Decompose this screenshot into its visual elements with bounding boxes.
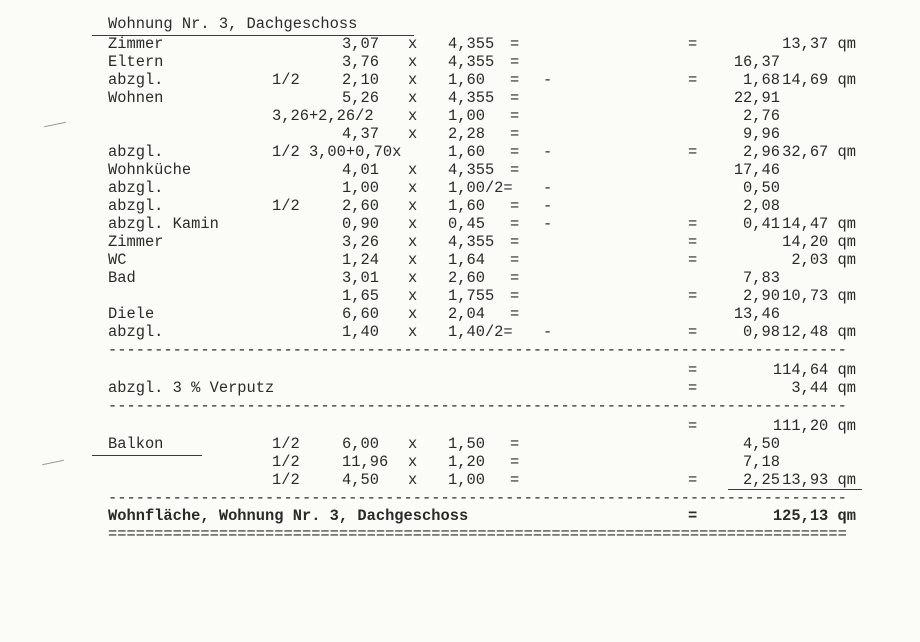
balcony-row-2: 1/2 11,96 x 1,20 = 7,18 (272, 453, 780, 471)
row-wc: WC 1,24 x 1,64 = = 2,03 qm (108, 251, 856, 269)
row-wohnen-2: 3,26+2,26/2 x 1,00 = 2,76 (272, 107, 780, 125)
row-bad-2: 1,65 x 1,755 = 2,90 = 10,73 qm (342, 287, 856, 305)
net-total-row: = 111,20 qm (688, 417, 856, 435)
dashed-separator-1: -------------------------------------------------------------------------------- (108, 342, 847, 359)
document-title-line (0, 16, 920, 33)
dashed-separator-3: -------------------------------------------------------------------------------- (108, 490, 847, 507)
row-abzgl-4: abzgl. 1/2 2,60 x 1,60 = - 2,08 (108, 197, 780, 215)
row-abzgl-2: abzgl. 1/2 3,00+0,70x 1,60 = - 2,96 = 32,67 qm (108, 143, 856, 161)
row-abzgl-kamin: abzgl. Kamin 0,90 x 0,45 = - 0,41 = 14,47 qm (108, 215, 856, 233)
row-diele: Diele 6,60 x 2,04 = 13,46 (108, 305, 780, 323)
balcony-row-1: Balkon 1/2 6,00 x 1,50 = 4,50 (108, 435, 780, 453)
row-wohnen: Wohnen 5,26 x 4,355 = 22,91 (108, 89, 780, 107)
row-wohnen-3: 4,37 x 2,28 = 9,96 (342, 125, 780, 143)
row-eltern: Eltern 3,76 x 4,355 = 16,37 (108, 53, 780, 71)
final-total-row: Wohnfläche, Wohnung Nr. 3, Dachgeschoss = 125,13 qm (108, 507, 856, 525)
double-rule-final: ================================================================================ (108, 526, 847, 543)
row-abzgl-1: abzgl. 1/2 2,10 x 1,60 = - 1,68 = 14,69 qm (108, 71, 856, 89)
row-zimmer-2: Zimmer 3,26 x 4,355 = = 14,20 qm (108, 233, 856, 251)
row-bad: Bad 3,01 x 2,60 = 7,83 (108, 269, 780, 287)
dashed-separator-2: -------------------------------------------------------------------------------- (108, 398, 847, 415)
plaster-deduction-row: abzgl. 3 % Verputz = 3,44 qm (108, 379, 856, 397)
document-title: Wohnung Nr. 3, Dachgeschoss (108, 15, 358, 33)
row-abzgl-3: abzgl. 1,00 x 1,00/2= - 0,50 (108, 179, 780, 197)
row-abzgl-5: abzgl. 1,40 x 1,40/2= - 0,98 = 12,48 qm (108, 323, 856, 341)
row-zimmer: Zimmer 3,07 x 4,355 = = 13,37 qm (108, 35, 856, 53)
subtotal-row: = 114,64 qm (688, 361, 856, 379)
row-wohnkueche: Wohnküche 4,01 x 4,355 = 17,46 (108, 161, 780, 179)
balcony-row-3: 1/2 4,50 x 1,00 = 2,25 = 13,93 qm (272, 471, 856, 489)
